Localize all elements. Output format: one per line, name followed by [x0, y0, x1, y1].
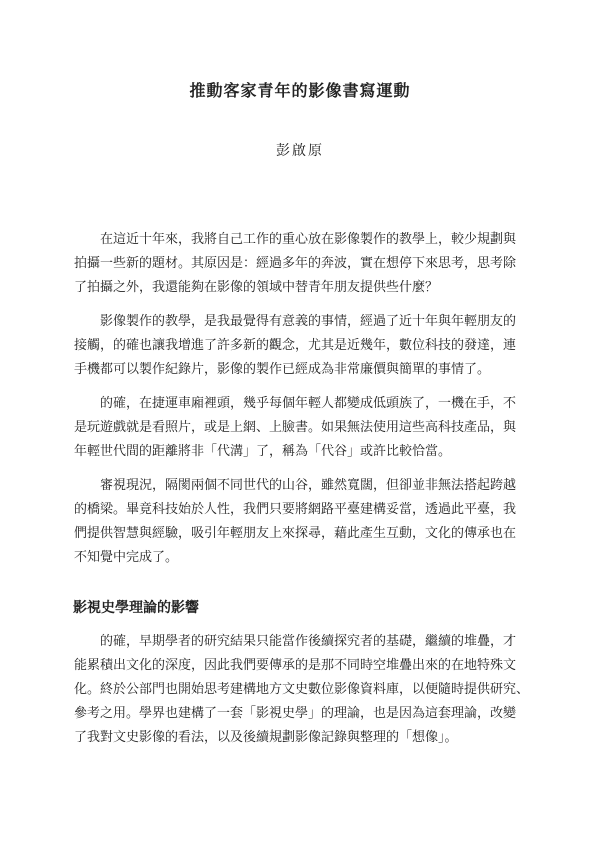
section-heading: 影視史學理論的影響 [73, 600, 199, 616]
paragraph-line: 在這近十年來，我將自己工作的重心放在影像製作的教學上，較少規劃與 [100, 232, 517, 247]
paragraph-line: 的確，在捷運車廂裡頭，幾乎每個年輕人都變成低頭族了，一機在手，不 [100, 396, 517, 411]
paragraph-line: 能累積出文化的深度，因此我們要傳承的是那不同時空堆疊出來的在地特殊文 [74, 658, 517, 673]
paragraph-line: 接觸，的確也讓我增進了許多新的觀念，尤其是近幾年，數位科技的發達，連 [74, 338, 517, 353]
paragraph-line: 不知覺中完成了。 [74, 550, 179, 565]
paragraph-1 [74, 228, 536, 300]
author-name: 彭啟原 [276, 143, 324, 159]
paragraph-line: 了我對文史影像的看法，以及後續規劃影像記錄與整理的「想像」。 [74, 730, 458, 745]
paragraph-2 [74, 310, 536, 382]
paragraph-line: 參考之用。學界也建構了一套「影視史學」的理論，也是因為這套理論，改變 [74, 706, 517, 721]
paragraph-line: 的確，早期學者的研究結果只能當作後續探究者的基礎，繼續的堆疊，才 [100, 634, 517, 649]
paragraph-line: 化。終於公部門也開始思考建構地方文史數位影像資料庫，以便隨時提供研究、 [74, 682, 530, 697]
paragraph-line: 是玩遊戲就是看照片，或是上網、上臉書。如果無法使用這些高科技產品，與 [74, 420, 517, 435]
paragraph-line: 影像製作的教學，是我最覺得有意義的事情，經過了近十年與年輕朋友的 [100, 314, 517, 329]
document-title: 推動客家青年的影像書寫運動 [189, 81, 411, 100]
paragraph-line: 手機都可以製作紀錄片，影像的製作已經成為非常廉價與簡單的事情了。 [74, 362, 491, 377]
paragraph-line: 審視現況，隔閡兩個不同世代的山谷，雖然寬闊，但卻並非無法搭起跨越 [100, 478, 517, 493]
paragraph-line: 拍攝一些新的題材。其原因是：經過多年的奔波，實在想停下來思考，思考除 [74, 256, 517, 271]
paragraph-line: 們提供智慧與經驗，吸引年輕朋友上來探尋，藉此產生互動，文化的傳承也在 [74, 526, 517, 541]
paragraph-4 [74, 474, 536, 570]
paragraph-3 [74, 392, 536, 464]
paragraph-line: 的橋梁。畢竟科技始於人性，我們只要將網路平臺建構妥當，透過此平臺，我 [74, 502, 517, 517]
paragraph-line: 年輕世代間的距離將非「代溝」了，稱為「代谷」或許比較恰當。 [74, 444, 452, 459]
paragraph-line: 了拍攝之外，我還能夠在影像的領域中替青年朋友提供些什麼？ [74, 280, 439, 295]
section-paragraph-1 [74, 630, 536, 750]
